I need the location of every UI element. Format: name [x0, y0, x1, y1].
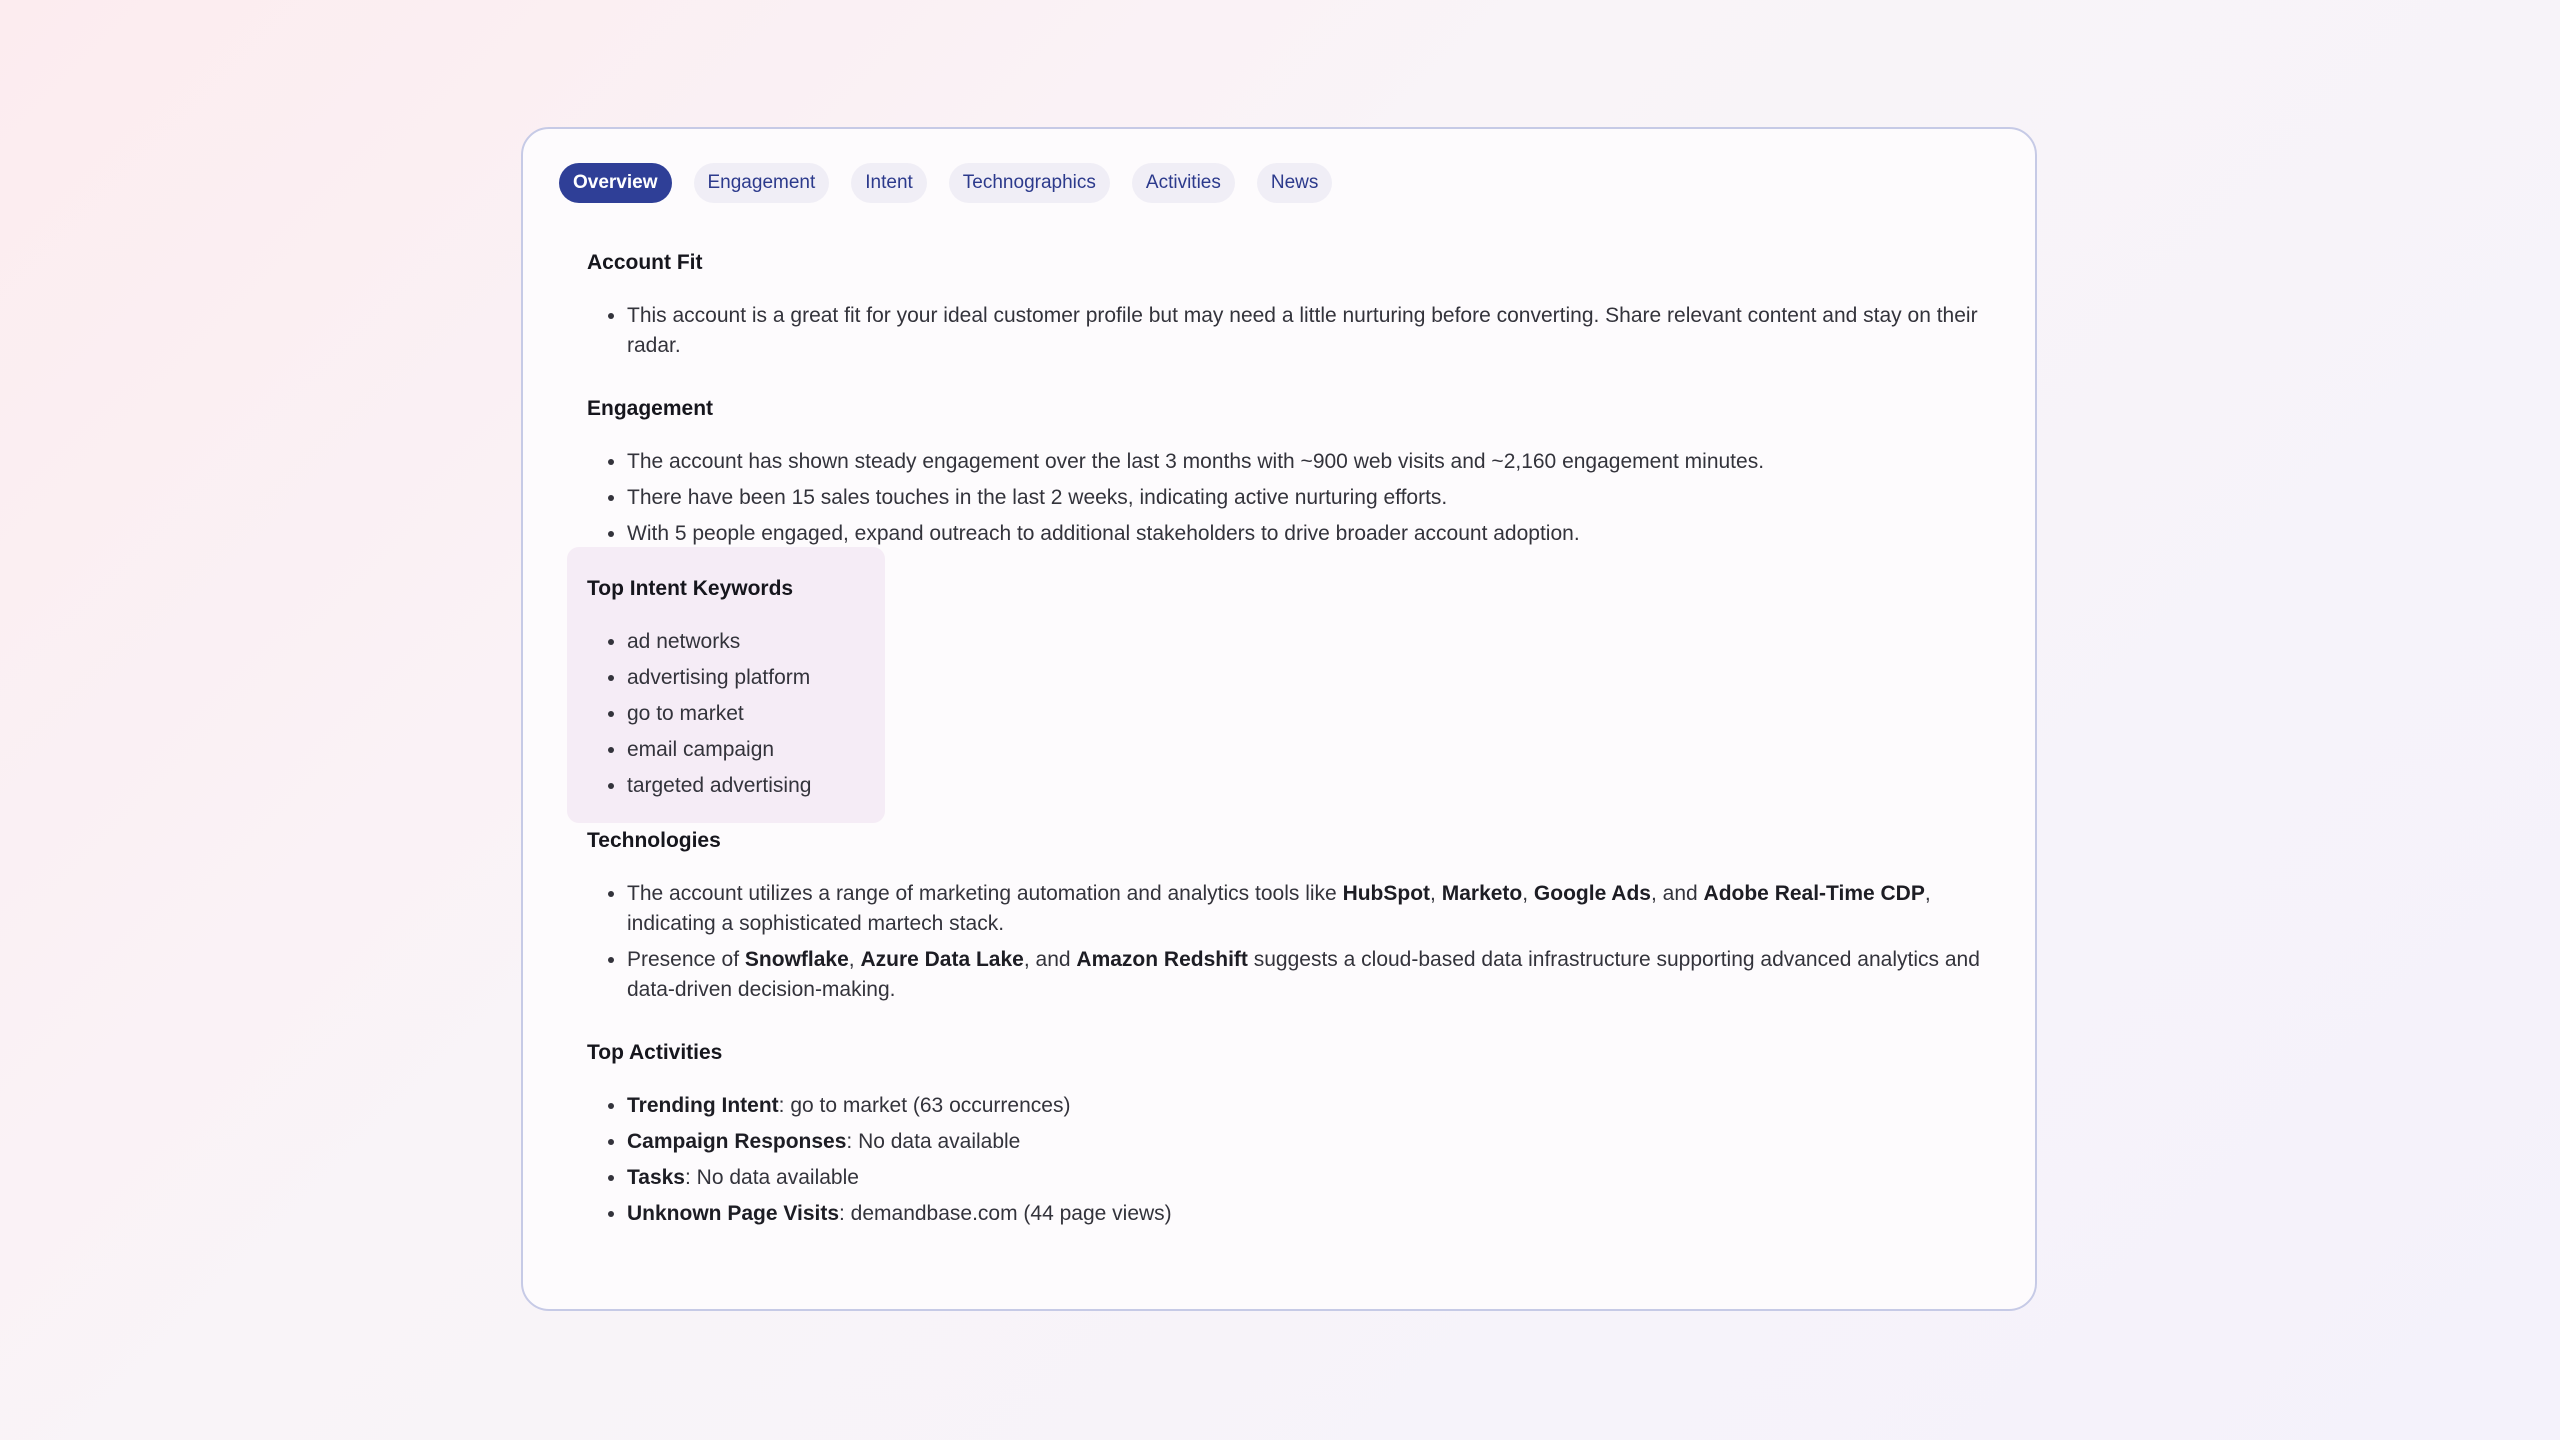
list-item: • With 5 people engaged, expand outreach to additional stakeholders to drive broader account adoption.: [627, 519, 1999, 549]
activity-value: : demandbase.com (44 page views): [839, 1202, 1172, 1225]
overview-card: [521, 127, 2037, 1311]
activity-item: [627, 1163, 1999, 1193]
activity-item: [627, 1091, 1999, 1121]
activity-label: Trending Intent: [627, 1094, 779, 1117]
top-activities-section: [587, 1041, 1999, 1229]
tech-name: Marketo: [1441, 882, 1523, 905]
tech-text: ,: [848, 948, 861, 971]
tech-text: suggests a cloud-based data infrastructure supporting advanced analytics and data-driven decision-making.: [627, 948, 1980, 1001]
tab-activities[interactable]: Activities: [1132, 163, 1235, 203]
tab-technographics[interactable]: Technographics: [949, 163, 1110, 203]
tech-text: Presence of: [627, 948, 745, 971]
list-item: • The account has shown steady engagement over the last 3 months with ~900 web visits and ~2,160 engagement minutes.: [627, 447, 1999, 477]
engagement-section: [587, 397, 1999, 549]
activity-item: [627, 1199, 1999, 1229]
intent-keywords-list: [587, 627, 1999, 801]
intent-keywords-heading: Top Intent Keywords: [587, 577, 794, 600]
keyword-item: • go to market: [627, 699, 1999, 729]
tech-name: HubSpot: [1342, 882, 1431, 905]
tech-name: Google Ads: [1533, 882, 1651, 905]
keyword-item: • targeted advertising: [627, 771, 1999, 801]
keyword-item: • advertising platform: [627, 663, 1999, 693]
tech-text: , and: [1023, 948, 1077, 971]
account-fit-heading: Account Fit: [587, 251, 703, 274]
technologies-section: [587, 829, 1999, 1005]
activity-label: Unknown Page Visits: [627, 1202, 839, 1225]
list-item: • There have been 15 sales touches in the last 2 weeks, indicating active nurturing efforts.: [627, 483, 1999, 513]
tab-news[interactable]: News: [1257, 163, 1333, 203]
top-activities-list: [587, 1091, 1999, 1229]
overview-content: [587, 251, 1999, 1235]
list-item: • This account is a great fit for your ideal customer profile but may need a little nurturing before converting. Share relevant content and stay on their radar.: [627, 301, 1999, 361]
technologies-heading: Technologies: [587, 829, 721, 852]
top-activities-heading: Top Activities: [587, 1041, 723, 1064]
technologies-list: [587, 879, 1999, 1005]
activity-value: : go to market (63 occurrences): [778, 1094, 1071, 1117]
tech-name: Snowflake: [744, 948, 849, 971]
activity-label: Tasks: [627, 1166, 685, 1189]
activity-label: Campaign Responses: [627, 1130, 847, 1153]
intent-keywords-section: [587, 577, 1999, 801]
tab-overview[interactable]: Overview: [559, 163, 672, 203]
keyword-item: • email campaign: [627, 735, 1999, 765]
engagement-heading: Engagement: [587, 397, 714, 420]
tech-text: , and: [1650, 882, 1704, 905]
tab-bar: [559, 163, 1332, 203]
tech-name: Azure Data Lake: [860, 948, 1024, 971]
activity-item: [627, 1127, 1999, 1157]
activity-value: : No data available: [846, 1130, 1021, 1153]
tech-text: , indicating a sophisticated martech stack.: [627, 882, 1931, 935]
tab-engagement[interactable]: Engagement: [694, 163, 830, 203]
engagement-list: [587, 447, 1999, 549]
account-fit-section: [587, 251, 1999, 361]
tech-text: ,: [1522, 882, 1534, 905]
tech-text: ,: [1430, 882, 1442, 905]
list-item: [627, 879, 1999, 939]
tech-name: Amazon Redshift: [1076, 948, 1248, 971]
list-item: [627, 945, 1999, 1005]
keyword-item: • ad networks: [627, 627, 1999, 657]
account-fit-list: [587, 301, 1999, 361]
tab-intent[interactable]: Intent: [851, 163, 927, 203]
activity-value: : No data available: [685, 1166, 859, 1189]
tech-text: The account utilizes a range of marketing automation and analytics tools like: [627, 882, 1343, 905]
tech-name: Adobe Real-Time CDP: [1703, 882, 1925, 905]
